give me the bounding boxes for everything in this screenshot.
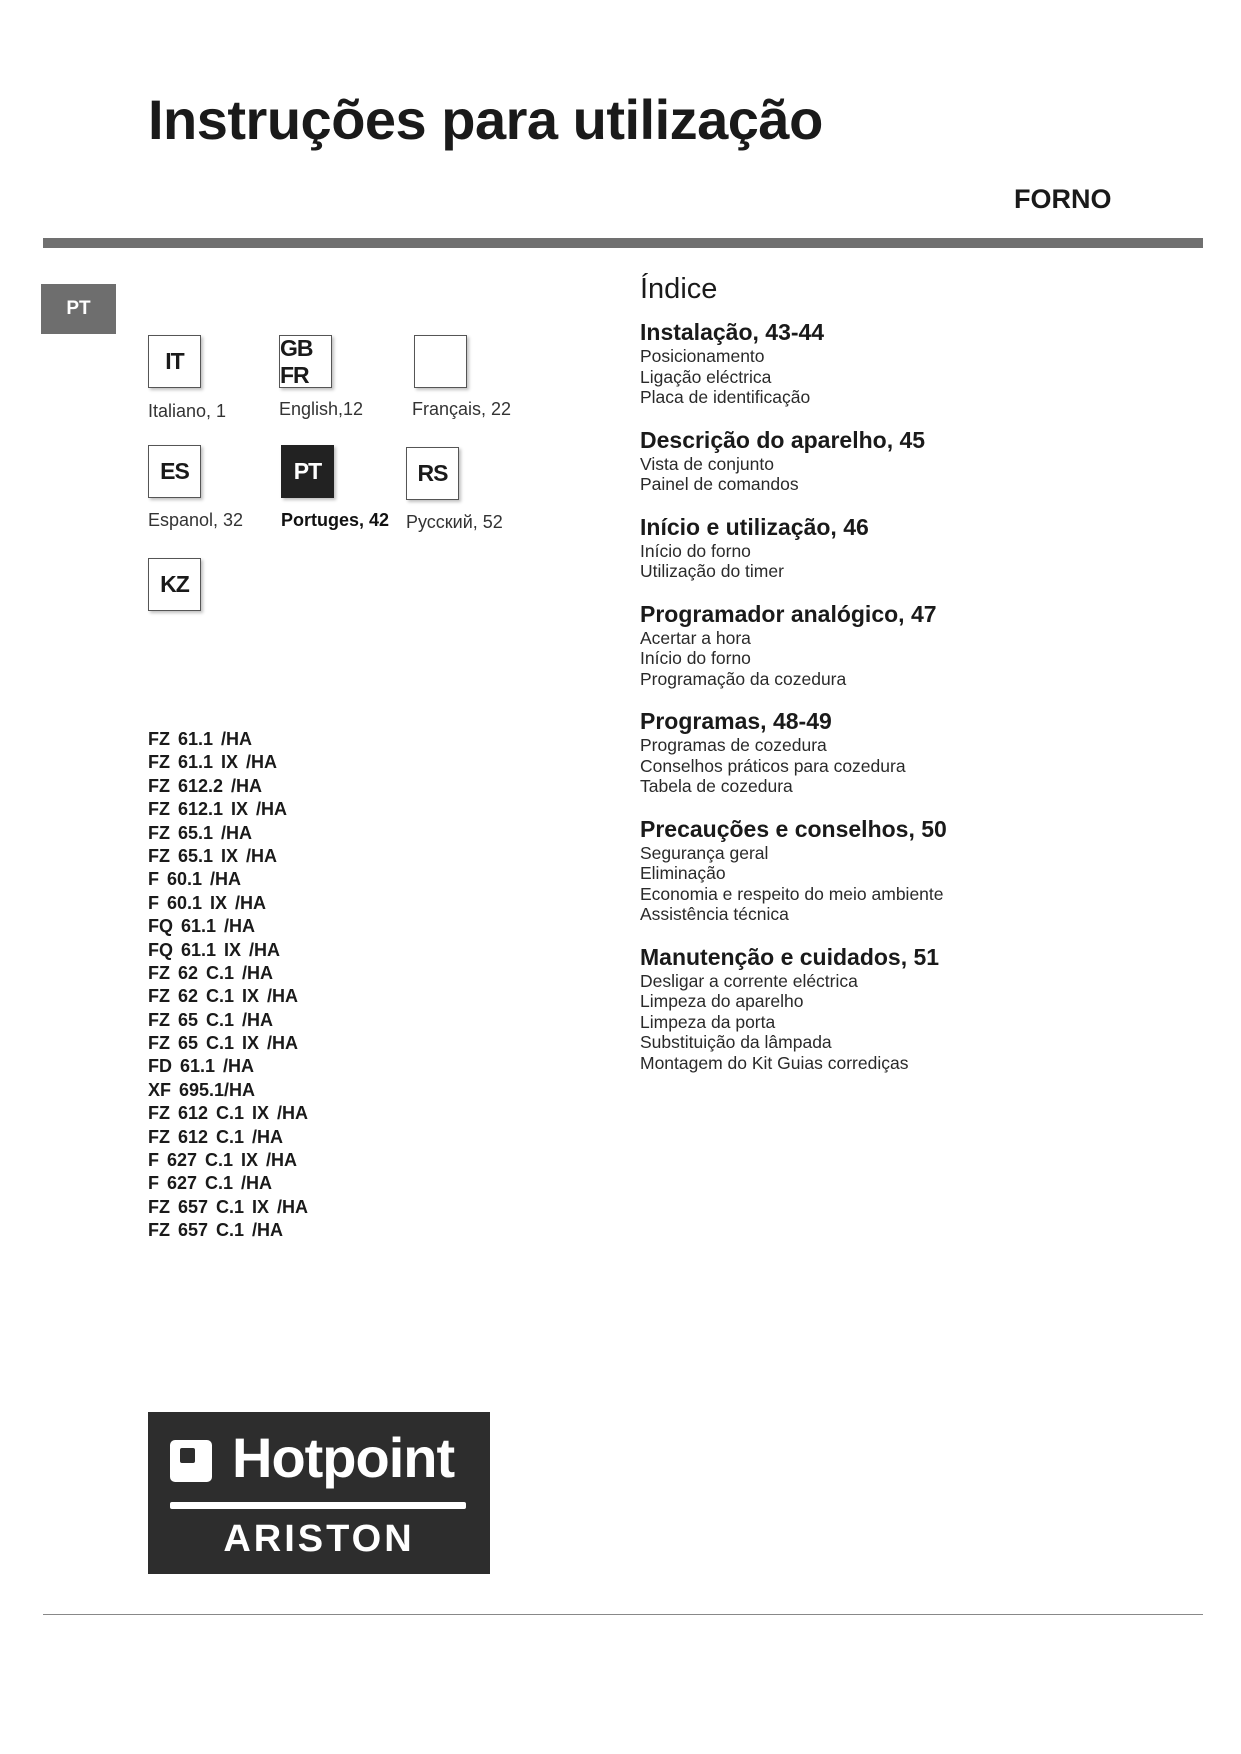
toc-section-title[interactable]: Programador analógico, 47 <box>640 600 937 627</box>
language-label-gb: English,12 <box>279 399 364 419</box>
model-item: FZ 61.1 /HA <box>148 729 253 749</box>
model-item: XF 695.1/HA <box>148 1079 256 1100</box>
model-item: FD 61.1 /HA <box>148 1056 255 1077</box>
language-box-kz[interactable]: KZ <box>148 558 201 611</box>
table-of-contents <box>640 275 1200 1091</box>
toc-section <box>640 815 1200 925</box>
model-item: FZ 612 C.1 /HA <box>148 1126 284 1147</box>
document-type: FORNO <box>1014 184 1112 214</box>
brand-divider <box>170 1502 466 1509</box>
language-box-rs[interactable]: RS <box>406 447 459 500</box>
model-item: FZ 65 C.1 /HA <box>148 1009 274 1030</box>
toc-item: Conselhos práticos para cozedura <box>640 755 906 776</box>
toc-item: Início do forno <box>640 648 751 668</box>
toc-section <box>640 426 1200 495</box>
model-item: FQ 61.1 /HA <box>148 916 256 937</box>
toc-section-title[interactable]: Programas, 48-49 <box>640 708 832 734</box>
brand-logo-icon <box>170 1440 212 1482</box>
toc-item: Limpeza do aparelho <box>640 991 804 1011</box>
model-item: FZ 612.2 /HA <box>148 775 263 796</box>
toc-section <box>640 707 1200 797</box>
toc-section-title[interactable]: Instalação, 43-44 <box>640 319 825 345</box>
model-item: FZ 657 C.1 IX /HA <box>148 1196 309 1217</box>
toc-item: Vista de conjunto <box>640 453 774 474</box>
language-label-pt: Portuges, 42 <box>281 510 390 530</box>
model-item: FZ 61.1 IX /HA <box>148 752 278 773</box>
toc-section <box>640 513 1200 582</box>
index-heading: Índice <box>640 273 718 305</box>
language-label-it: Italiano, 1 <box>148 401 227 421</box>
brand-name: Hotpoint <box>232 1426 455 1489</box>
model-item: FZ 62 C.1 IX /HA <box>148 986 299 1007</box>
language-label-fr: Français, 22 <box>412 399 512 419</box>
toc-item: Programas de cozedura <box>640 735 827 755</box>
model-item: FZ 65.1 /HA <box>148 822 253 843</box>
toc-item: Desligar a corrente eléctrica <box>640 970 858 991</box>
model-item: FZ 612 C.1 IX /HA <box>148 1103 309 1124</box>
toc-item: Painel de comandos <box>640 474 799 494</box>
model-item: FZ 657 C.1 /HA <box>148 1220 284 1241</box>
toc-item: Tabela de cozedura <box>640 776 793 796</box>
model-item: FZ 612.1 IX /HA <box>148 799 288 820</box>
toc-item: Placa de identificação <box>640 387 811 407</box>
brand-logo <box>148 1412 490 1574</box>
toc-section <box>640 943 1200 1074</box>
toc-section <box>640 600 1200 690</box>
toc-item: Economia e respeito do meio ambiente <box>640 883 944 904</box>
toc-section-title[interactable]: Início e utilização, 46 <box>640 513 869 540</box>
model-item: FQ 61.1 IX /HA <box>148 939 281 960</box>
language-label-rs: Русский, 52 <box>406 512 503 532</box>
toc-item: Montagem do Kit Guias corrediças <box>640 1052 909 1073</box>
language-box-fr[interactable] <box>414 335 467 388</box>
language-label-es: Espanol, 32 <box>148 510 244 530</box>
language-box-it[interactable]: IT <box>148 335 201 388</box>
model-item: F 627 C.1 /HA <box>148 1173 273 1194</box>
model-item: FZ 65.1 IX /HA <box>148 845 278 866</box>
toc-item: Posicionamento <box>640 346 765 366</box>
toc-item: Início do forno <box>640 540 751 561</box>
model-item: FZ 65 C.1 IX /HA <box>148 1033 299 1054</box>
bottom-divider <box>43 1614 1203 1615</box>
toc-item: Programação da cozedura <box>640 668 847 689</box>
model-item: F 60.1 /HA <box>148 869 242 890</box>
toc-item: Eliminação <box>640 863 726 883</box>
model-item: FZ 62 C.1 /HA <box>148 962 274 983</box>
toc-section <box>640 318 1200 408</box>
toc-section-title[interactable]: Manutenção e cuidados, 51 <box>640 943 940 970</box>
language-tab: PT <box>41 284 116 334</box>
toc-item: Acertar a hora <box>640 627 751 648</box>
brand-subname: ARISTON <box>223 1518 415 1560</box>
model-list <box>148 728 308 1243</box>
toc-item: Segurança geral <box>640 842 769 863</box>
model-item: F 60.1 IX /HA <box>148 892 267 913</box>
language-box-gb-fr[interactable]: GB FR <box>279 335 332 388</box>
toc-item: Ligação eléctrica <box>640 366 772 387</box>
top-divider <box>43 238 1203 248</box>
toc-section-title[interactable]: Precauções e conselhos, 50 <box>640 815 947 842</box>
language-box-es[interactable]: ES <box>148 445 201 498</box>
page-title: Instruções para utilização <box>148 88 823 151</box>
toc-section-title[interactable]: Descrição do aparelho, 45 <box>640 426 926 453</box>
model-item: F 627 C.1 IX /HA <box>148 1150 298 1171</box>
toc-item: Utilização do timer <box>640 561 784 581</box>
toc-item: Assistência técnica <box>640 904 789 924</box>
toc-item: Substituição da lâmpada <box>640 1032 832 1052</box>
toc-item: Limpeza da porta <box>640 1011 776 1032</box>
language-box-pt[interactable]: PT <box>281 445 334 498</box>
